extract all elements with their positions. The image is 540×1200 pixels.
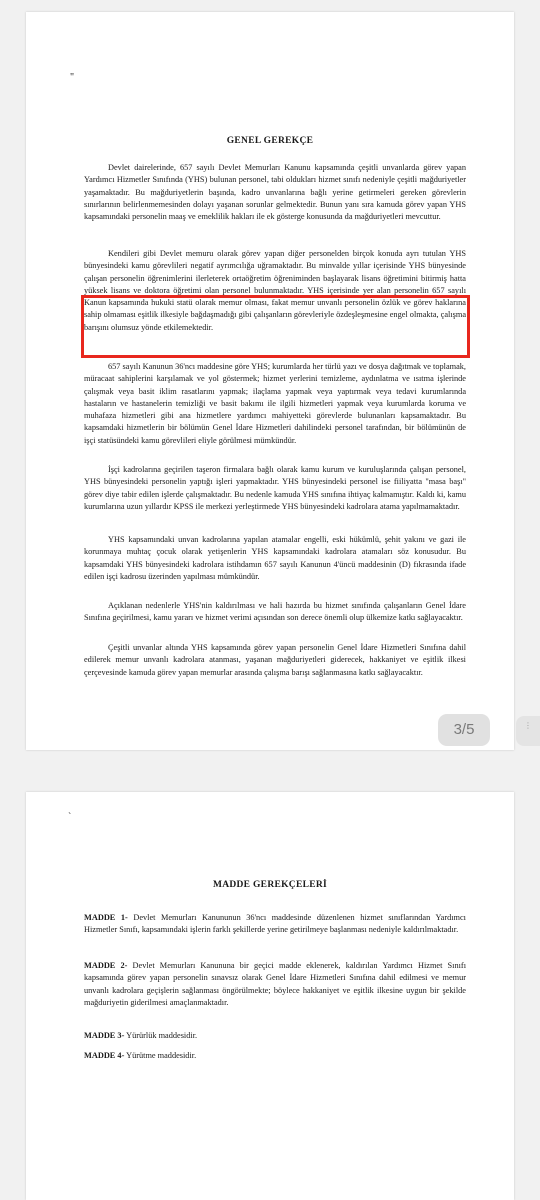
article-text: Yürürlük maddesidir. — [124, 1031, 198, 1040]
article-label: MADDE 3- — [84, 1031, 125, 1040]
scroll-handle[interactable] — [516, 716, 540, 746]
article-text: Devlet Memurları Kanununa bir geçici madde eklenerek, kaldırılan Yardımcı Hizmet Sınıfı kapsamında görev yapan personelin sınavsız olarak Genel İdare Hizmetleri Sınıfına dahil edilmesi ve memur unvanlı kadrolara geçişlerin sağlanması öngörülmekte; böylece hakkaniyet ve eşitlik ilkesine uygun bir şekilde mağduriyetin giderilmesi amaçlanmaktadır. — [84, 961, 466, 1007]
paragraph-1: Devlet dairelerinde, 657 sayılı Devlet Memurları Kanunu kapsamında çeşitli unvanlarda görev yapan Yardımcı Hizmetler Sınıfında (YHS) bulunan personel, tabi oldukları hizmet sınıfı nedeniyle çeşitli mağduriyetler yaşamaktadır. Bu mağduriyetlerin başında, kadro unvanlarına bağlı yerine getirmeleri gereken görevlerin sınırlarının belirlenmemesinden dolayı yaşanan sorunlar gelmektedir. Bunun yanı sıra kamuda görev yapan YHS kapsamındaki personelin maaş ve emeklilik hakları ile ek gösterge konusunda da mağduriyetleri mevcuttur. — [84, 163, 466, 221]
article-text: Devlet Memurları Kanununun 36'ncı maddesinde düzenlenen hizmet sınıflarından Yardımcı Hizmetler Sınıfı, kapsamındaki işlerin farklı şekillerde yerine getirilmeye başlanması nedeniyle kaldırılmaktadır. — [84, 913, 466, 935]
section-title: MADDE GEREKÇELERİ — [212, 880, 328, 890]
article-label: MADDE 1- — [84, 913, 128, 922]
paragraph-2: Kendileri gibi Devlet memuru olarak görev yapan diğer personelden birçok konuda ayrı tutulan YHS bünyesindeki kamu görevlileri negatif ayrımcılığa uğramaktadır. Bu minvalde yıllar içerisinde YHS bünyesinde çalışan personelin öğrenimlerini ilerleterek ortaöğretim öğreniminden başlayarak lisans öğretimini bitirmiş hatta yüksek lisans ve doktora öğretimi olan personel bulunmaktadır. YHS içerisinde yer alan personelin 657 sayılı Kanun kapsamında hukuki statü olarak memur olması, fakat memur unvanlı personelin özlük ve görev haklarına sahip olmaması eşitlik ilkesiyle bağdaşmadığı gibi çalışanların görevleriyle özdeşleşmesine engel olmakta, çalışma barışını olumsuz yönde etkilemektedir. — [84, 249, 467, 332]
article-4 — [84, 1050, 466, 1062]
article-2 — [84, 960, 466, 1009]
document-page-3 — [26, 12, 514, 750]
document-page-4 — [26, 792, 514, 1200]
article-label: MADDE 4- — [84, 1051, 125, 1060]
drag-handle-icon: ⋮ — [524, 721, 532, 730]
paragraph-4: İşçi kadrolarına geçirilen taşeron firmalara bağlı olarak kamu kurum ve kuruluşlarında çalışan personel, YHS bünyesindeki personelin yaptığı işleri yapmaktadır. YHS bünyesindeki personel ise fiiliyatta "masa başı" görev diye tabir edilen işlerde çalışmaktadır. Bu nedenle kamuda YHS sınıfına ihtiyaç kalmamıştır. Kaldı ki, kamu kurumlarına uzun yıllardır KPSS ile merkezi yerleştirmede YHS bünyesindeki kadrolara atama yapılmamaktadır. — [84, 465, 466, 511]
paragraph-6: Açıklanan nedenlerle YHS'nin kaldırılması ve hali hazırda bu hizmet sınıfında çalışanların Genel İdare Sınıfına geçirilmesi, kamu yararı ve hizmet verimi açısından son derece önemli olup ülkemize katkı sağlayacaktır. — [84, 601, 466, 623]
paragraph-5: YHS kapsamındaki unvan kadrolarına yapılan atamalar engelli, eski hükümlü, şehit yakını ve gazi ile korunmaya muhtaç çocuk olarak yetişenlerin YHS kapsamındaki kadrolara atamaları söz konusudur. Bu kapsamdaki YHS bünyesindeki kadrolara istihdamın 657 sayılı Kanunun 4'üncü maddesinin (D) fıkrasında ifade edilen işçi kadrosu üzerinden yapılması mümkündür. — [84, 535, 466, 581]
paragraph-3: 657 sayılı Kanunun 36'ncı maddesine göre YHS; kurumlarda her türlü yazı ve dosya dağıtmak ve toplamak, müracaat sahiplerini karşılamak ve yol göstermek; hizmet yerlerini temizleme, aydınlatma ve ısıtma işlerinde çalışmak veya basit iklim rasatlarını yapmak; ilaçlama yapmak veya yaptırmak veya tedavi kurumlarında hastaların ve hastanelerin temizliği ve basit bakımı ile ilgili hizmetleri yapmak veya kurumlarda koruma ve muhafaza hizmetleri gibi ana hizmetlere yardımcı mahiyetteki görevlerde bulunanları kapsamaktadır. Bu kapsamdaki hizmetlerin bir bölümün Genel İdare Hizmetleri dahilindeki personel tarafından, bir bölümünün de işçi statüsündeki kamu görevlileri eliyle görülmesi mümkündür. — [84, 362, 466, 445]
article-1 — [84, 912, 466, 937]
paragraph-7: Çeşitli unvanlar altında YHS kapsamında görev yapan personelin Genel İdare Hizmetleri Sınıfına dahil edilerek memur unvanlı kadrolara atanması, yaşanan mağduriyetleri giderecek, hakkaniyet ve eşitlik ilkesi çerçevesinde kamuda görev yapan memurlar arasında çalışma barışı sağlanmasına katkı sağlayacaktır. — [84, 643, 466, 677]
article-3 — [84, 1030, 466, 1042]
scan-mark: ` — [68, 812, 72, 823]
page-indicator: 3/5 — [438, 714, 490, 746]
scan-mark: " — [70, 72, 75, 83]
article-text: Yürütme maddesidir. — [124, 1051, 197, 1060]
page-title: GENEL GEREKÇE — [226, 136, 314, 146]
article-label: MADDE 2- — [84, 961, 128, 970]
